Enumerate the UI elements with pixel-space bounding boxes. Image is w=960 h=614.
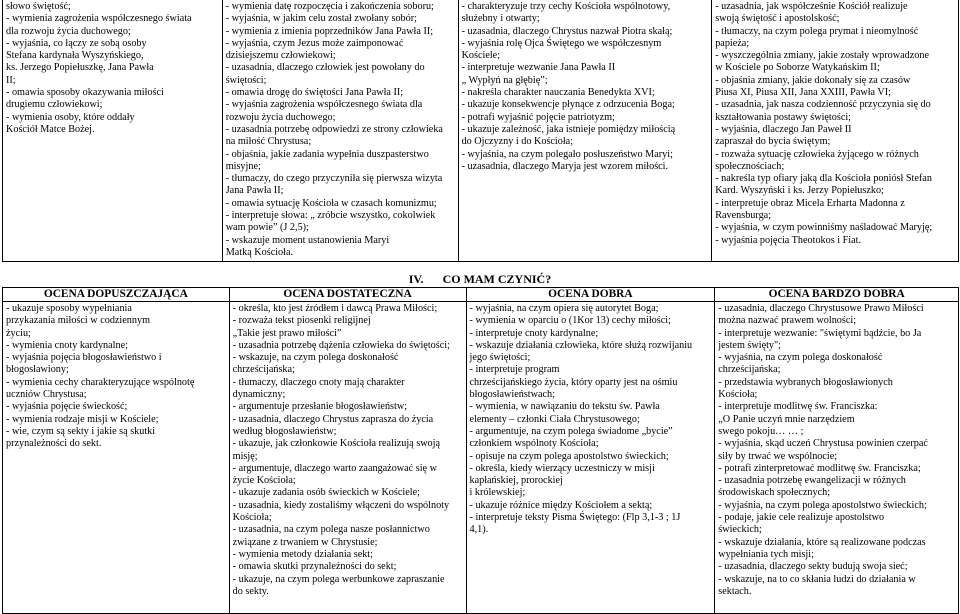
list-item: - argumentuje, dlaczego warto zaangażować się w [232,462,437,474]
list-item: - uzasadnia potrzebę ewangelizacji w różnych [718,475,906,487]
list-item: Kościele; [461,50,501,62]
list-item: można nazwać prawem wolności; [718,315,857,327]
list-item: przynależności do sekt. [6,438,102,450]
list-item: - interpretuje słowa: „ zróbcie wszystko, cokolwiek [225,210,436,222]
list-item: zapraszał do bycia świętym; [715,136,831,148]
list-item: - omawia sytuację Kościoła w czasach komunizmu; [225,197,437,209]
list-item: - wskazuje moment ustanowienia Maryi [225,234,390,246]
list-item: jestem święty"; [718,339,782,351]
list-item: - argumentuje, na czym polega świadome „bycie” [469,425,673,437]
list-item: dla rozwoju życia duchowego; [6,25,131,37]
top-cell-3 [458,0,712,262]
list-item: - rozważa sytuację człowieka żyjącego w różnych [715,148,919,160]
list-item: jego świętości; [469,352,531,364]
section-title: CO MAM CZYNIĆ? [442,272,552,286]
list-item: - wymienia osoby, które oddały [6,111,135,123]
list-item: swoją świętość i apostolskość; [715,13,840,25]
list-item: - wyjaśnia, na czym opiera się autorytet Boga; [469,303,659,314]
list-item: - argumentuje przesłanie błogosławieństw; [232,401,408,413]
list-item: życie Kościoła; [232,475,296,487]
list-item: „Takie jest prawo miłości” [232,327,342,339]
list-item: - wskazuje działania człowieka, które służą rozwijaniu [469,339,693,351]
list-item: - interpretuje obraz Micela Erharta Madonna z [715,197,905,209]
list-item: Kościoła; [718,389,758,401]
list-item: - tłumaczy, do czego przyczyniła się pierwsza wizyta [225,173,443,185]
list-item: - wyjaśnia pojęcia Theotokos i Fiat. [715,234,862,246]
list-item: - uzasadnia, jak nasza codzienność przyczynia się do [715,99,931,111]
list-item: chrześcijańska; [232,364,295,376]
list-item: - wymienia cechy charakteryzujące wspólnotę [6,376,195,388]
list-item: błogosławieństwach; [469,389,555,401]
list-item: - potrafi zinterpretować modlitwę św. Franciszka; [718,462,921,474]
list-item: - przedstawia wybranych błogosławionych [718,376,893,388]
list-item: - nakreśla charakter nauczania Benedykta XVI; [461,87,655,99]
list-item: uczniów Chrystusa; [6,389,87,401]
top-cell-2 [222,0,458,262]
list-item: - interpretuje program [469,364,560,376]
bottom-cell-1 [3,302,230,614]
list-item: chrześcijańskiego życia, który oparty jest na ośmiu [469,376,678,388]
list-item: - wyjaśnia rolę Ojca Świętego we współczesnym [461,37,662,49]
section-number: IV. [408,272,424,286]
list-item: - opisuje na czym polega apostolstwo świeckich; [469,450,669,462]
table-row [3,0,959,262]
list-item: - uzasadnia, dlaczego sekty budują swoja sieć; [718,561,908,573]
list-item: - ukazuje konsekwencje płynące z odrzucenia Boga; [461,99,675,111]
list-item: - uzasadnia potrzebę dążenia człowieka do świętości; [232,339,450,351]
list-item: - objaśnia, jakie zadania wypełnia duszpasterstwo [225,148,429,160]
list-item: kształtowania postawy świętości; [715,111,852,123]
list-item: społecznościach; [715,160,785,172]
list-item: - wyszczególnia zmiany, jakie zostały wprowadzone [715,50,929,62]
list-item: - rozważa tekst piosenki religijnej [232,315,371,327]
list-item: - uzasadnia, jak współcześnie Kościół realizuje [715,1,908,12]
list-item: - uzasadnia, na czym polega nasze posłannictwo [232,524,430,536]
list-item: Jana Pawła II; [225,185,284,197]
list-item: - objaśnia zmiany, jakie dokonały się za czasów [715,74,911,86]
list-item: - wyjaśnia, na czym polega doskonałość [718,352,883,364]
list-item: - wskazuje, na czym polega doskonałość [232,352,399,364]
list-item: - omawia skutki przynależności do sekt; [232,561,397,573]
list-item: - wyjaśnia, skąd uczeń Chrystusa powinien czerpać [718,438,928,450]
list-item: - tłumaczy, dlaczego cnoty mają charakter [232,376,405,388]
list-item: 4,1). [469,524,489,536]
section-heading [0,272,960,286]
list-item: - wyjaśnia, w czym powinniśmy naśladować Maryję; [715,222,933,234]
list-item: „ Wypłyń na głębię”; [461,74,548,86]
list-item: - uzasadnia, dlaczego Chrystus nazwał Piotra skałą; [461,25,673,37]
top-cell-1 [3,0,223,262]
list-item: - interpretuje modlitwę św. Franciszka: [718,401,878,413]
competency-table-top [2,0,959,262]
list-item: do Ojczyzny i do Kościoła; [461,136,574,148]
table-row [3,302,959,614]
list-item: Kard. Wyszyński i ks. Jerzy Popiełuszko; [715,185,884,197]
list-item: - potrafi wyjaśnić pojęcie patriotyzm; [461,111,615,123]
competency-table-bottom [2,287,959,614]
list-item: - ukazuje, na czym polega werbunkowe zapraszanie [232,573,445,585]
list-item: dzisiejszemu człowiekowi; [225,50,336,62]
list-item: swego pokoju… … ; [718,425,804,437]
list-item: Piusa XI, Piusa XII, Jana XXIII, Pawła VI; [715,87,892,99]
list-item: do sekty. [232,585,269,597]
list-item: - interpretuje wezwanie: "świętymi bądźcie, bo Ja [718,327,922,339]
list-item: wam powie” (J 2,5); [225,222,309,234]
list-item: życiu; [6,327,31,339]
list-item: siły by trwać we wspólnocie; [718,450,838,462]
list-item: - wyjaśnia, co łączy ze sobą osoby [6,37,147,49]
list-item: Ravensburga; [715,210,772,222]
list-item: według błogosławieństw; [232,425,337,437]
list-item: - podaje, jakie cele realizuje apostolstwo [718,512,885,524]
list-item: - ukazuje różnice między Kościołem a sektą; [469,499,653,511]
list-item: - wyjaśnia, na czym polegało posłuszeństwo Maryi; [461,148,673,160]
list-item: środowiskach społecznych; [718,487,831,499]
list-item: II; [6,74,16,86]
list-item: związane z trwaniem w Chrystusie; [232,536,378,548]
grade-header-sufficient: OCENA DOPUSZCZAJĄCA [3,288,230,302]
list-item: - uzasadnia, kiedy zostaliśmy włączeni do wspólnoty [232,499,450,511]
list-item: - wymienia zagrożenia współczesnego świata [6,13,192,25]
list-item: - wyjaśnia pojęcia błogosławieństwo i [6,352,162,364]
list-item: - uzasadnia, dlaczego Chrystus zaprasza do życia [232,413,434,425]
list-item: - charakteryzuje trzy cechy Kościoła wspólnotowy, [461,1,671,12]
list-item: świeckich; [718,524,762,536]
list-item: - tłumaczy, na czym polega prymat i nieomylność [715,25,919,37]
bottom-cell-4 [715,302,959,614]
list-item: słowo świętość; [6,1,71,12]
list-item: - wymienia datę rozpoczęcia i zakończenia soboru; [225,1,434,12]
list-item: - wyjaśnia, czym Jezus może zaimponować [225,37,404,49]
list-item: - wyjaśnia pojęcie świeckość; [6,401,128,413]
list-item: - wie, czym są sekty i jakie są skutki [6,425,156,437]
list-item: w Kościele po Soborze Watykańskim II; [715,62,880,74]
list-item: ks. Jerzego Popiełuszkę, Jana Pawła [6,62,154,74]
list-item: - interpretuje teksty Pisma Świętego: (Flp 3,1-3 ; 1J [469,512,681,524]
list-item: Stefana kardynała Wyszyńskiego, [6,50,144,62]
bottom-cell-3 [466,302,715,614]
list-item: - wyjaśnia, dlaczego Jan Paweł II [715,123,852,135]
list-item: - ukazuje zależność, jaka istnieje pomiędzy miłością [461,123,676,135]
list-item: - omawia drogę do świętości Jana Pawła II; [225,87,404,99]
list-item: - określa, kiedy wierzący uczestniczy w misji [469,462,655,474]
grade-header-good: OCENA DOBRA [466,288,715,302]
grade-header-row [3,288,959,302]
list-item: elementy – członki Ciała Chrystusowego; [469,413,640,425]
list-item: na miłość Chrystusa; [225,136,312,148]
list-item: rozwoju życia duchowego; [225,111,336,123]
list-item: - wymienia rodzaje misji w Kościele; [6,413,159,425]
list-item: - uzasadnia, dlaczego człowiek jest powołany do [225,62,425,74]
list-item: drugiemu człowiekowi; [6,99,103,111]
list-item: - wyjaśnia, w jakim celu został zwołany sobór; [225,13,417,25]
list-item: wypełniania tych misji; [718,548,814,560]
list-item: - uzasadnia potrzebę odpowiedzi ze strony człowieka [225,123,443,135]
list-item: - wskazuje działania, które są realizowane podczas [718,536,926,548]
list-item: papieża; [715,37,750,49]
list-item: służebny i otwarty; [461,13,540,25]
list-item: - interpretuje cnoty kardynalne; [469,327,599,339]
list-item: przykazania miłości w codziennym [6,315,150,327]
list-item: kapłańskiej, prorockiej [469,475,563,487]
grade-header-very-good: OCENA BARDZO DOBRA [715,288,959,302]
list-item: - wymienia cnoty kardynalne; [6,339,128,351]
top-cell-4 [712,0,959,262]
list-item: dynamiczny; [232,389,286,401]
list-item: - wyjaśnia zagrożenia współczesnego świata dla [225,99,423,111]
list-item: Kościoła; [232,512,272,524]
list-item: misyjne; [225,160,261,172]
list-item: chrześcijańska; [718,364,781,376]
list-item: świętości; [225,74,267,86]
list-item: Matką Kościoła. [225,246,294,258]
list-item: - ukazuje sposoby wypełniania [6,303,132,314]
list-item: członkiem wspólnoty Kościoła; [469,438,599,450]
list-item: i królewskiej; [469,487,526,499]
list-item: - wymienia metody działania sekt; [232,548,373,560]
list-item: misję; [232,450,258,462]
list-item: - omawia sposoby okazywania miłości [6,87,164,99]
list-item: - wymienia z imienia poprzedników Jana Pawła II; [225,25,434,37]
list-item: - wyjaśnia, na czym polega apostolstwo świeckich; [718,499,927,511]
list-item: - określa, kto jest źródłem i dawcą Prawa Miłości; [232,303,438,314]
list-item: - wskazuje, na to co skłania ludzi do działania w [718,573,916,585]
list-item: - ukazuje, jak członkowie Kościoła realizują swoją [232,438,441,450]
list-item: błogosławiony; [6,364,69,376]
list-item: - wymienia, w nawiązaniu do tekstu św. Pawła [469,401,660,413]
bottom-cell-2 [229,302,466,614]
list-item: - uzasadnia, dlaczego Maryja jest wzorem miłości. [461,160,669,172]
grade-header-satisfactory: OCENA DOSTATECZNA [229,288,466,302]
list-item: - wymienia w oparciu o (1Kor 13) cechy miłości; [469,315,671,327]
list-item: Kościół Matce Bożej. [6,123,95,135]
list-item: „O Panie uczyń mnie narzędziem [718,413,855,425]
list-item: - nakreśla typ ofiary jaką dla Kościoła poniósł Stefan [715,173,932,185]
list-item: sektach. [718,585,752,597]
list-item: - uzasadnia, dlaczego Chrystusowe Prawo Miłości [718,303,924,314]
list-item: - ukazuje zadania osób świeckich w Kościele; [232,487,420,499]
list-item: - interpretuje wezwanie Jana Pawła II [461,62,616,74]
